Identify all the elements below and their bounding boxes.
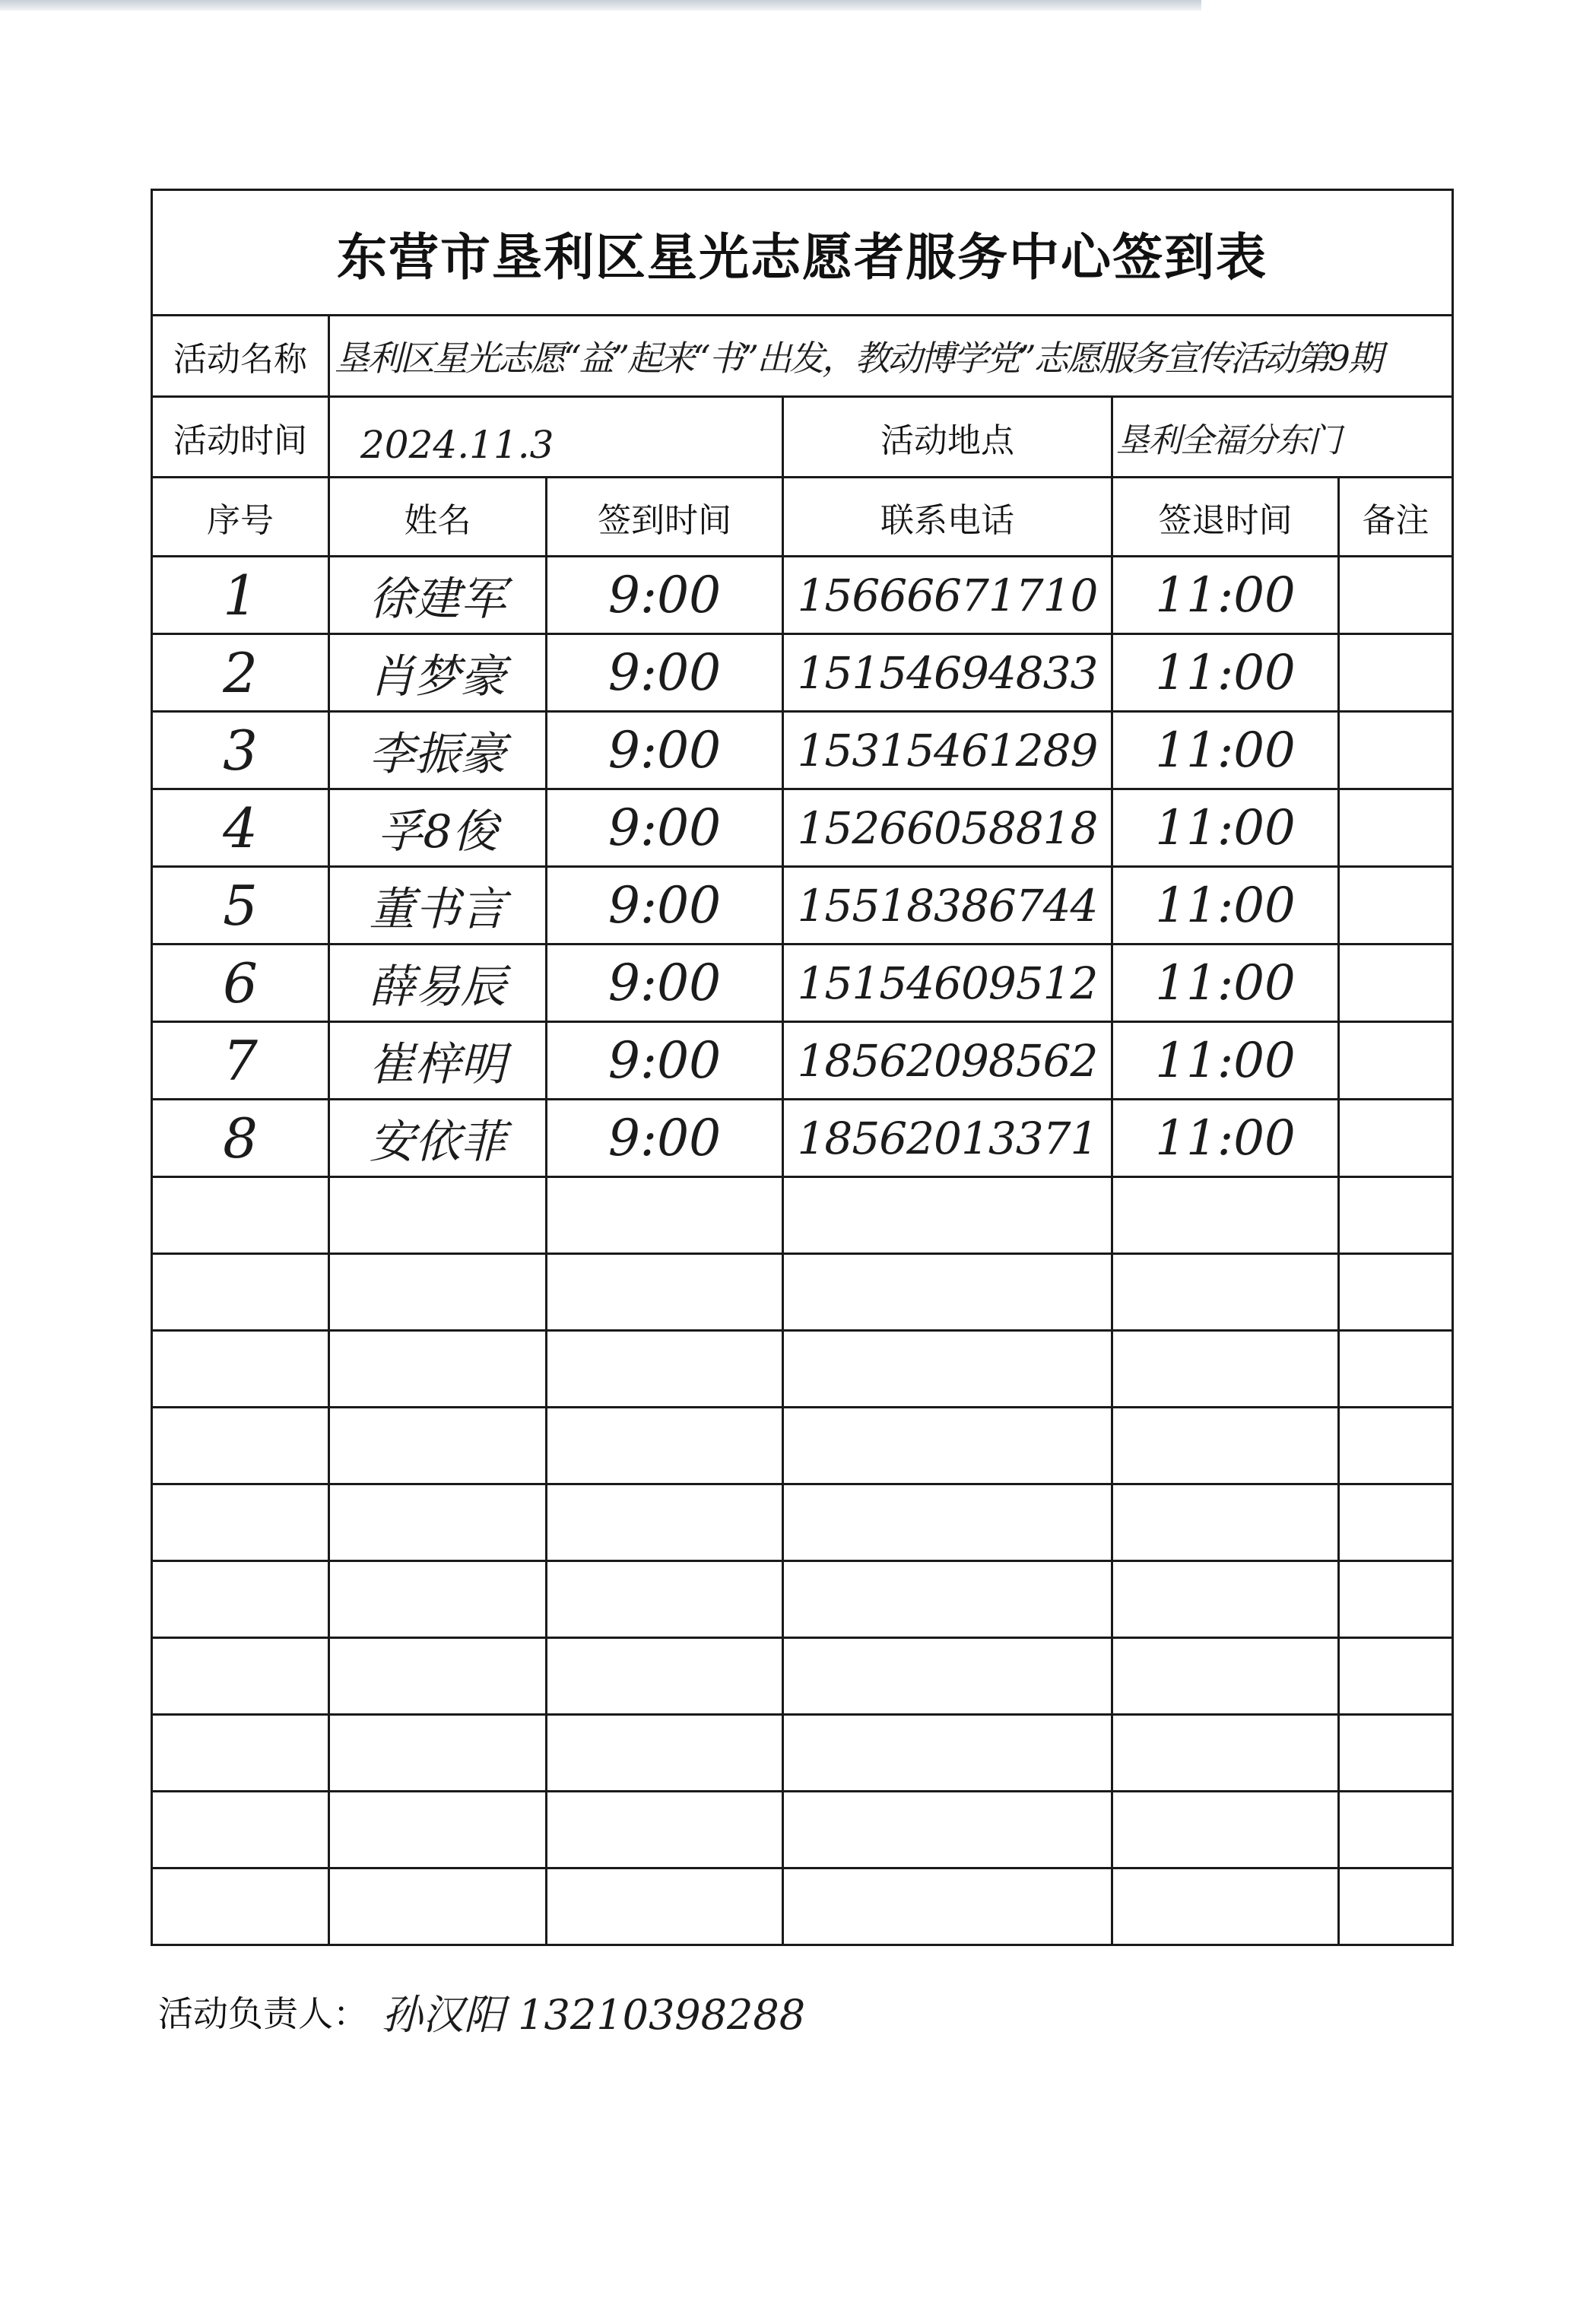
cell-sign-in: 9:00 — [547, 867, 783, 945]
empty-row — [152, 1792, 1453, 1868]
empty-cell — [329, 1638, 547, 1715]
activity-time-place-row — [152, 397, 1453, 478]
table-row — [152, 634, 1453, 712]
column-header-note: 备注 — [1339, 478, 1453, 557]
empty-cell — [1339, 1408, 1453, 1484]
cell-sign-out: 11:00 — [1112, 789, 1339, 867]
empty-cell — [783, 1408, 1112, 1484]
empty-cell — [152, 1408, 329, 1484]
empty-cell — [1339, 1484, 1453, 1561]
empty-cell — [1339, 1561, 1453, 1638]
sign-in-sheet — [151, 189, 1454, 1946]
empty-cell — [329, 1792, 547, 1868]
responsible-person-label: 活动负责人： — [158, 1993, 368, 2034]
empty-cell — [329, 1868, 547, 1945]
cell-note — [1339, 945, 1453, 1022]
table-row — [152, 789, 1453, 867]
empty-cell — [329, 1177, 547, 1254]
cell-phone: 18562013371 — [783, 1100, 1112, 1177]
empty-cell — [329, 1484, 547, 1561]
empty-cell — [1112, 1792, 1339, 1868]
empty-cell — [1339, 1254, 1453, 1331]
cell-sign-in: 9:00 — [547, 945, 783, 1022]
cell-sign-out: 11:00 — [1112, 1022, 1339, 1100]
cell-phone: 15518386744 — [783, 867, 1112, 945]
empty-cell — [1112, 1408, 1339, 1484]
cell-name: 肖梦豪 — [329, 634, 547, 712]
empty-cell — [547, 1484, 783, 1561]
cell-seq: 8 — [152, 1100, 329, 1177]
activity-place-value: 垦利全福分东门 — [1112, 397, 1453, 478]
table-row — [152, 945, 1453, 1022]
table-row — [152, 712, 1453, 789]
empty-cell — [152, 1638, 329, 1715]
empty-cell — [152, 1484, 329, 1561]
empty-cell — [1339, 1792, 1453, 1868]
empty-cell — [329, 1254, 547, 1331]
cell-sign-out: 11:00 — [1112, 1100, 1339, 1177]
sheet-title: 东营市垦利区星光志愿者服务中心签到表 — [152, 190, 1453, 316]
cell-name: 安依菲 — [329, 1100, 547, 1177]
column-header-sign-in: 签到时间 — [547, 478, 783, 557]
empty-cell — [783, 1868, 1112, 1945]
cell-sign-in: 9:00 — [547, 712, 783, 789]
cell-phone: 18562098562 — [783, 1022, 1112, 1100]
cell-phone: 15154694833 — [783, 634, 1112, 712]
cell-sign-out: 11:00 — [1112, 634, 1339, 712]
cell-name: 薛易辰 — [329, 945, 547, 1022]
column-header-phone: 联系电话 — [783, 478, 1112, 557]
cell-seq: 5 — [152, 867, 329, 945]
empty-cell — [329, 1408, 547, 1484]
cell-name: 崔梓明 — [329, 1022, 547, 1100]
table-row — [152, 1100, 1453, 1177]
activity-time-value: 2024.11.3 — [329, 397, 783, 478]
cell-note — [1339, 1100, 1453, 1177]
cell-note — [1339, 634, 1453, 712]
cell-sign-in: 9:00 — [547, 1022, 783, 1100]
empty-cell — [1339, 1177, 1453, 1254]
empty-cell — [152, 1868, 329, 1945]
empty-cell — [1112, 1715, 1339, 1792]
cell-sign-out: 11:00 — [1112, 867, 1339, 945]
cell-name: 李振豪 — [329, 712, 547, 789]
cell-note — [1339, 789, 1453, 867]
empty-cell — [547, 1177, 783, 1254]
empty-cell — [547, 1331, 783, 1408]
empty-cell — [547, 1715, 783, 1792]
empty-row — [152, 1254, 1453, 1331]
cell-note — [1339, 1022, 1453, 1100]
table-row — [152, 867, 1453, 945]
empty-cell — [547, 1254, 783, 1331]
cell-sign-in: 9:00 — [547, 1100, 783, 1177]
empty-row — [152, 1715, 1453, 1792]
empty-cell — [547, 1638, 783, 1715]
empty-row — [152, 1638, 1453, 1715]
column-header-row — [152, 478, 1453, 557]
empty-cell — [329, 1715, 547, 1792]
empty-cell — [152, 1561, 329, 1638]
activity-time-label: 活动时间 — [152, 397, 329, 478]
empty-row — [152, 1408, 1453, 1484]
empty-cell — [1112, 1177, 1339, 1254]
empty-cell — [547, 1408, 783, 1484]
empty-cell — [1112, 1484, 1339, 1561]
empty-cell — [1112, 1254, 1339, 1331]
empty-row — [152, 1331, 1453, 1408]
cell-sign-out: 11:00 — [1112, 557, 1339, 634]
column-header-name: 姓名 — [329, 478, 547, 557]
empty-cell — [783, 1331, 1112, 1408]
empty-cell — [547, 1868, 783, 1945]
empty-cell — [1339, 1715, 1453, 1792]
activity-name-row — [152, 316, 1453, 397]
empty-cell — [1112, 1868, 1339, 1945]
empty-cell — [152, 1254, 329, 1331]
empty-cell — [152, 1715, 329, 1792]
empty-row — [152, 1561, 1453, 1638]
empty-cell — [1339, 1638, 1453, 1715]
cell-sign-out: 11:00 — [1112, 945, 1339, 1022]
empty-cell — [152, 1792, 329, 1868]
empty-cell — [783, 1254, 1112, 1331]
empty-cell — [152, 1177, 329, 1254]
cell-seq: 1 — [152, 557, 329, 634]
empty-cell — [329, 1331, 547, 1408]
empty-cell — [1112, 1638, 1339, 1715]
empty-cell — [783, 1715, 1112, 1792]
cell-phone: 15666671710 — [783, 557, 1112, 634]
cell-name: 孚8俊 — [329, 789, 547, 867]
cell-name: 徐建军 — [329, 557, 547, 634]
empty-cell — [783, 1638, 1112, 1715]
cell-seq: 3 — [152, 712, 329, 789]
empty-row — [152, 1868, 1453, 1945]
cell-seq: 6 — [152, 945, 329, 1022]
activity-place-label: 活动地点 — [783, 397, 1112, 478]
empty-cell — [783, 1792, 1112, 1868]
activity-name-value: 垦利区星光志愿“益”起来“书”出发，教动博学党”志愿服务宣传活动第9期 — [329, 316, 1453, 397]
cell-phone: 15154609512 — [783, 945, 1112, 1022]
cell-sign-in: 9:00 — [547, 789, 783, 867]
empty-cell — [783, 1484, 1112, 1561]
cell-seq: 4 — [152, 789, 329, 867]
empty-cell — [783, 1177, 1112, 1254]
empty-cell — [547, 1792, 783, 1868]
column-header-sign-out: 签退时间 — [1112, 478, 1339, 557]
empty-cell — [783, 1561, 1112, 1638]
empty-cell — [547, 1561, 783, 1638]
empty-cell — [152, 1331, 329, 1408]
empty-row — [152, 1484, 1453, 1561]
table-row — [152, 557, 1453, 634]
empty-cell — [1339, 1331, 1453, 1408]
empty-cell — [1339, 1868, 1453, 1945]
cell-note — [1339, 867, 1453, 945]
photo-top-edge — [0, 0, 1201, 11]
responsible-person-value: 孙汉阳 13210398288 — [382, 1990, 806, 2039]
empty-cell — [329, 1561, 547, 1638]
table-row — [152, 1022, 1453, 1100]
cell-note — [1339, 712, 1453, 789]
empty-row — [152, 1177, 1453, 1254]
cell-sign-in: 9:00 — [547, 557, 783, 634]
activity-name-label: 活动名称 — [152, 316, 329, 397]
cell-note — [1339, 557, 1453, 634]
cell-phone: 15315461289 — [783, 712, 1112, 789]
footer — [158, 1985, 805, 2038]
cell-name: 董书言 — [329, 867, 547, 945]
cell-sign-out: 11:00 — [1112, 712, 1339, 789]
column-header-seq: 序号 — [152, 478, 329, 557]
empty-cell — [1112, 1331, 1339, 1408]
empty-cell — [1112, 1561, 1339, 1638]
cell-phone: 15266058818 — [783, 789, 1112, 867]
cell-sign-in: 9:00 — [547, 634, 783, 712]
cell-seq: 7 — [152, 1022, 329, 1100]
cell-seq: 2 — [152, 634, 329, 712]
